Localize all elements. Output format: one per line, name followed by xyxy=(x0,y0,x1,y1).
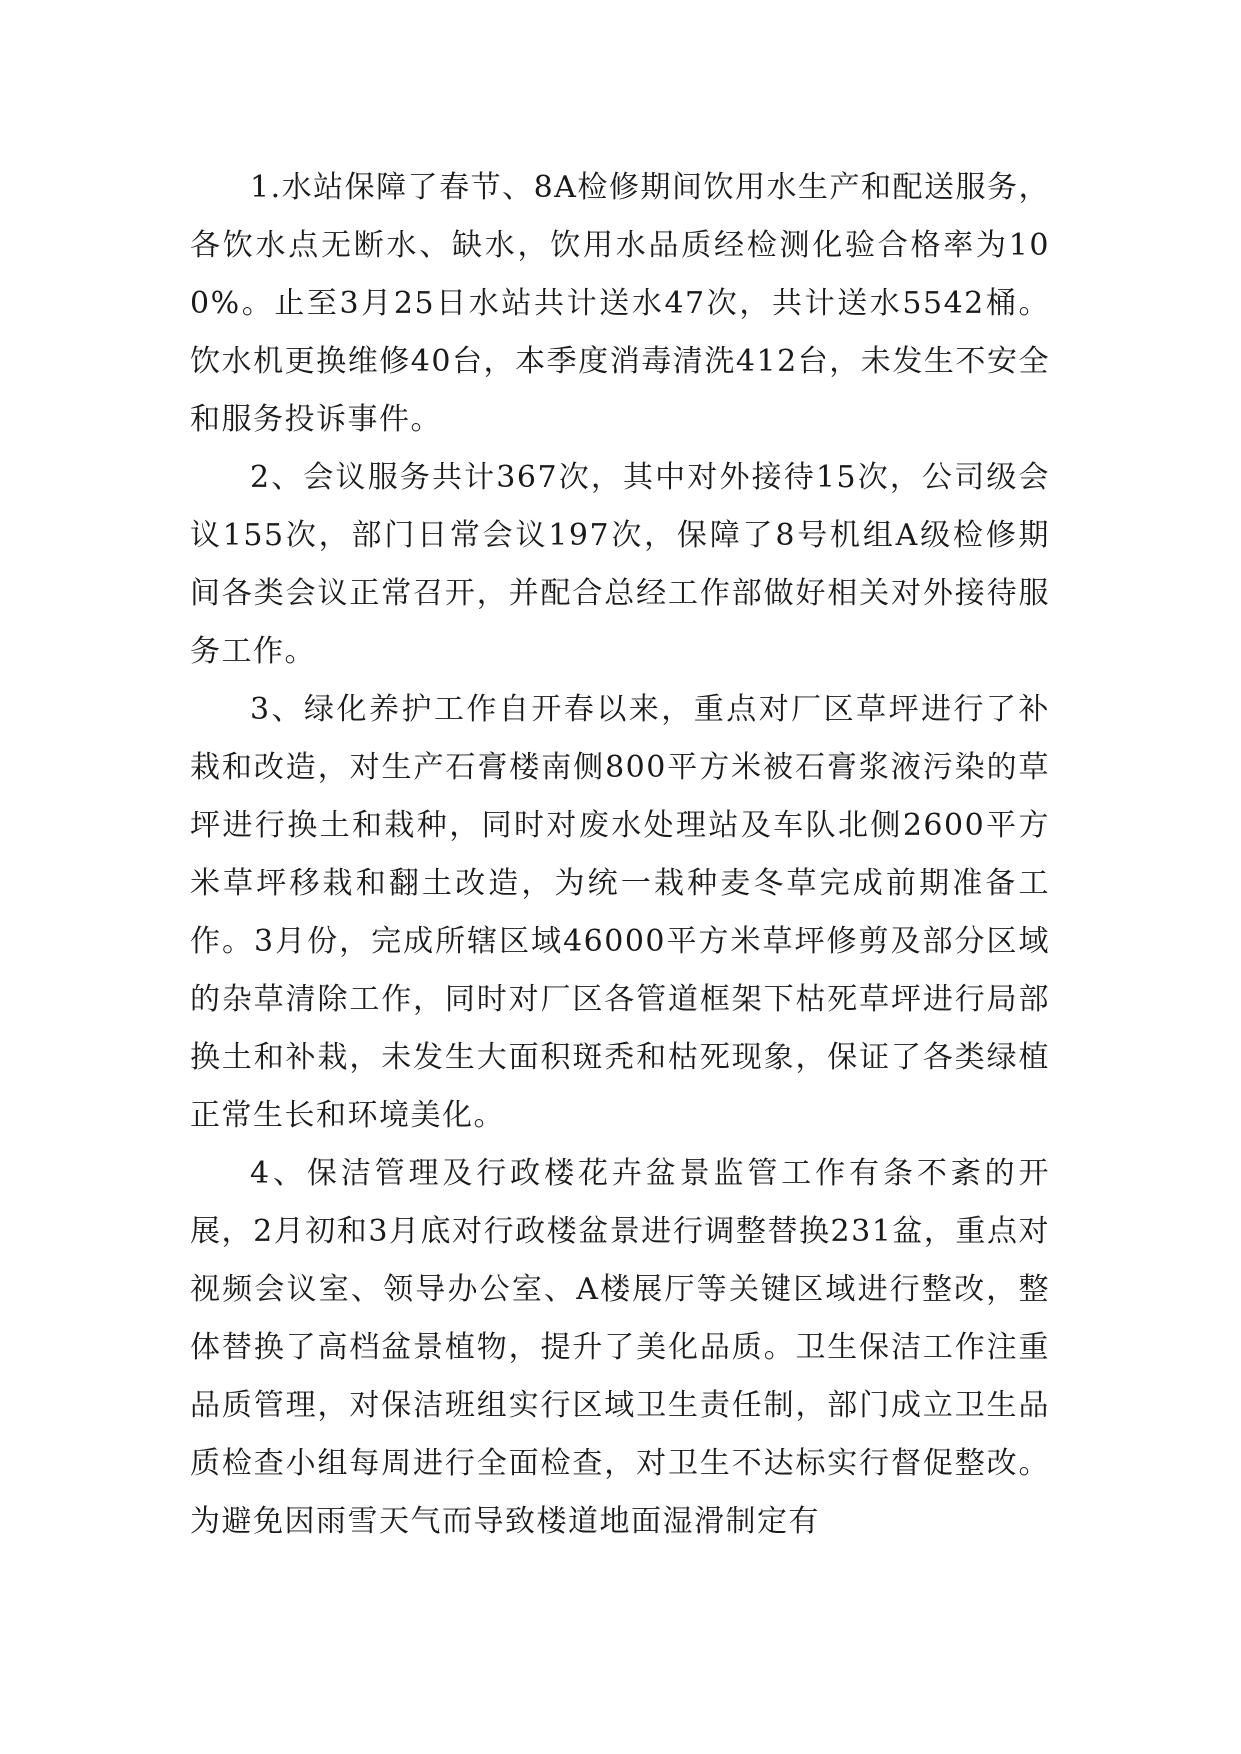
paragraph-water-station: 1.水站保障了春节、8A检修期间饮用水生产和配送服务，各饮水点无断水、缺水，饮用水品质经检测化验合格率为100%。止至3月25日水站共计送水47次，共计送水5542桶。饮水机更换维修40台，本季度消毒清洗412台，未发生不安全和服务投诉事件。 xyxy=(190,170,1050,437)
paragraph-greening-maintenance: 3、绿化养护工作自开春以来，重点对厂区草坪进行了补栽和改造，对生产石膏楼南侧800平方米被石膏浆液污染的草坪进行换土和栽种，同时对废水处理站及车队北侧2600平方米草坪移栽和翻土改造，为统一栽种麦冬草完成前期准备工作。3月份，完成所辖区域46000平方米草坪修剪及部分区域的杂草清除工作，同时对厂区各管道框架下枯死草坪进行局部换土和补栽，未发生大面积斑秃和枯死现象，保证了各类绿植正常生长和环境美化。 xyxy=(190,692,1050,1133)
document-body xyxy=(190,159,1050,1551)
paragraph-cleaning-management: 4、保洁管理及行政楼花卉盆景监管工作有条不紊的开展，2月初和3月底对行政楼盆景进行调整替换231盆，重点对视频会议室、领导办公室、A楼展厅等关键区域进行整改，整体替换了高档盆景植物，提升了美化品质。卫生保洁工作注重品质管理，对保洁班组实行区域卫生责任制，部门成立卫生品质检查小组每周进行全面检查，对卫生不达标实行督促整改。为避免因雨雪天气而导致楼道地面湿滑制定有 xyxy=(190,1156,1050,1539)
paragraph-meeting-service: 2、会议服务共计367次，其中对外接待15次，公司级会议155次，部门日常会议197次，保障了8号机组A级检修期间各类会议正常召开，并配合总经工作部做好相关对外接待服务工作。 xyxy=(190,460,1050,669)
